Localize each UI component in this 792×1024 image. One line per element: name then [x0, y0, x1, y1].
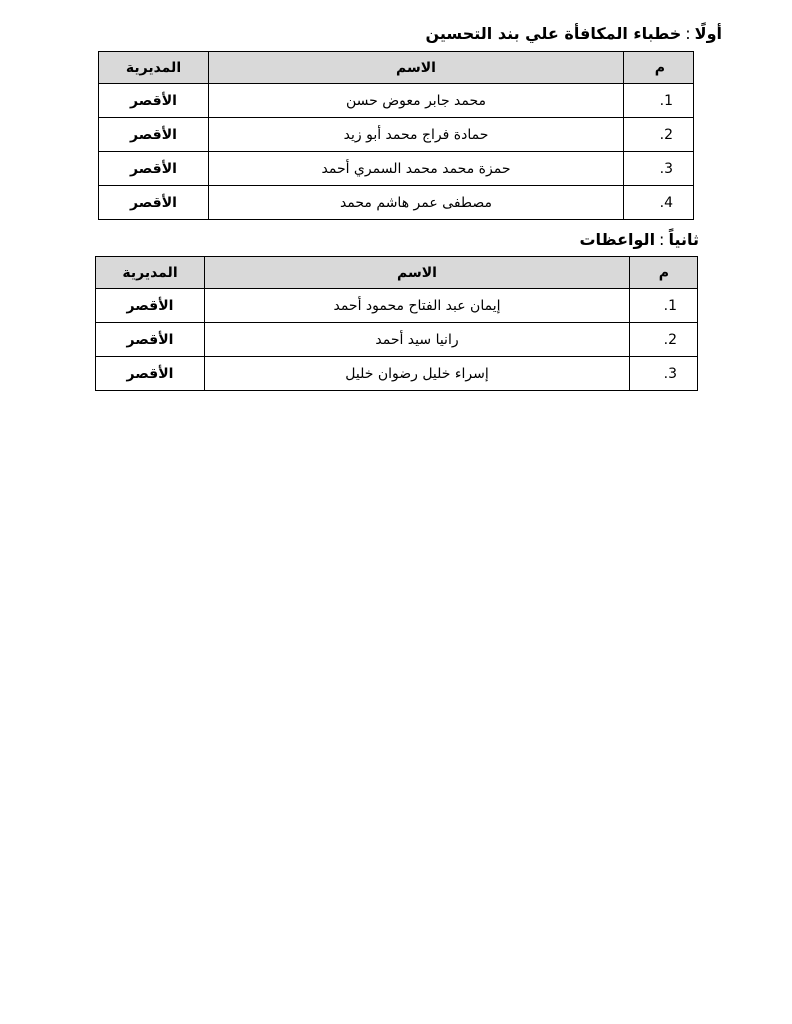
header-name: الاسم [209, 52, 624, 84]
row-name: رانيا سيد أحمد [205, 323, 630, 357]
section1-title: خطباء المكافأة علي بند التحسين [425, 24, 682, 43]
table-row [96, 323, 698, 357]
section2-heading [579, 230, 699, 249]
row-num: 1. [624, 84, 694, 118]
header-num: م [630, 257, 698, 289]
row-name: حمادة فراج محمد أبو زيد [209, 118, 624, 152]
row-directorate: الأقصر [96, 323, 205, 357]
row-num: 3. [624, 152, 694, 186]
table-row [96, 289, 698, 323]
row-name: مصطفى عمر هاشم محمد [209, 186, 624, 220]
section1-table [98, 51, 694, 220]
section2-label: ثانياً [668, 230, 699, 249]
row-directorate: الأقصر [99, 186, 209, 220]
row-directorate: الأقصر [99, 152, 209, 186]
table-row [96, 357, 698, 391]
table-row [99, 118, 694, 152]
header-name: الاسم [205, 257, 630, 289]
table-row [99, 186, 694, 220]
header-num: م [624, 52, 694, 84]
row-num: 2. [624, 118, 694, 152]
row-name: محمد جابر معوض حسن [209, 84, 624, 118]
row-num: 4. [624, 186, 694, 220]
section1-separator: : [685, 24, 691, 43]
section1-heading [425, 24, 722, 43]
row-directorate: الأقصر [99, 84, 209, 118]
row-num: 1. [630, 289, 698, 323]
section2-title: الواعظات [579, 230, 656, 249]
header-directorate: المديرية [99, 52, 209, 84]
table-row [99, 152, 694, 186]
row-directorate: الأقصر [99, 118, 209, 152]
section2-separator: : [659, 230, 665, 249]
table-header-row [96, 257, 698, 289]
table-header-row [99, 52, 694, 84]
row-name: إيمان عبد الفتاح محمود أحمد [205, 289, 630, 323]
row-name: إسراء خليل رضوان خليل [205, 357, 630, 391]
section1-label: أولًا [694, 24, 722, 43]
row-num: 2. [630, 323, 698, 357]
header-directorate: المديرية [96, 257, 205, 289]
row-name: حمزة محمد محمد السمري أحمد [209, 152, 624, 186]
section2-table [95, 256, 698, 391]
table-row [99, 84, 694, 118]
row-directorate: الأقصر [96, 289, 205, 323]
row-directorate: الأقصر [96, 357, 205, 391]
row-num: 3. [630, 357, 698, 391]
